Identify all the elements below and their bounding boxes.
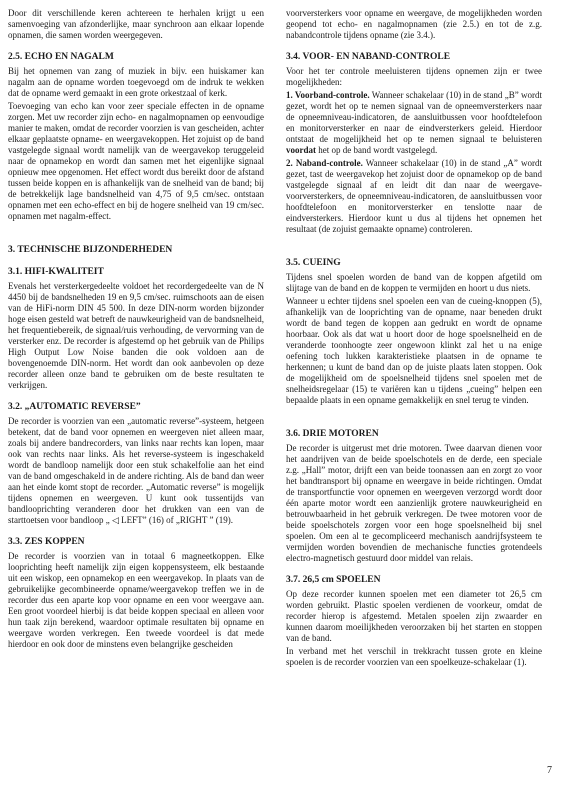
- section-heading: 2.5. ECHO EN NAGALM: [8, 52, 114, 62]
- paragraph: Op deze recorder kunnen spoelen met een diameter tot 26,5 cm worden gebruikt. Plastic spoelen verdienen de voorkeur, omdat de recorder hierop is afgestemd. Metalen spoelen zijn zwaarder en kunnen daarom moeilijkheden veroorzaken bij het starten en stoppen van de band.: [286, 589, 542, 643]
- emphasis: voordat: [286, 145, 316, 155]
- paragraph: Wanneer u echter tijdens snel spoelen een van de cueing-knoppen (5), afhankelijk van de looprichting van de opname, naar beneden drukt wordt de band tegen de koppen aan gedrukt en wordt de opname hoorbaar. Ook als dat wat u hoort door de hoge spoelsnelheid en de veranderde toonhoogte zeer ongewoon klinkt zal het u na enige oefening toch lukken karakteristieke plaatsen in de opname te herkennen; u kunt de band dan op de juiste plaats laten stoppen. Ook de mogelijkheid om de spoelsnelheid tijdens snel spoelen met de snelheidsregelaar (15) te variëren kan u tijdens „cueing” helpen een bepaalde plaats in een opname gemakkelijk en snel terug te vinden.: [286, 296, 542, 405]
- paragraph: voorversterkers voor opname en weergave, de mogelijkheden worden geopend tot echo- en nagalmopnamen (zie 2.5.) en tot de z.g. nabandcontrole tijdens opname (zie 3.4.).: [286, 8, 542, 40]
- item-text: Wanneer schakelaar (10) in de stand „B” wordt gezet, wordt het op te nemen signaal van de opneemversterkers naar de opneemniveau-indicatoren, de aansluitbussen voor hoofdtelefoon en monitorversterker en naar de eindversterkers geleid. Hierdoor ontstaat de mogelijkheid het op te nemen signaal te beluisteren: [286, 90, 543, 144]
- section-heading: 3.5. CUEING: [286, 258, 341, 268]
- paragraph: Bij het opnemen van zang of muziek in bijv. een huiskamer kan nagalm aan de opname worden toegevoegd om de indruk te wekken dat de opname werd gemaakt in een grote orkestzaal of kerk.: [8, 66, 264, 98]
- paragraph: De recorder is voorzien van in totaal 6 magneetkoppen. Elke looprichting heeft namelijk zijn eigen koppensysteem, elk bestaande uit een wiskop, een opnamekop en een weergavekop. In plaats van de gebruikelijke gecombineerde opname/weergavekop treffen we in de recorder dus een aparte kop voor opname en een voor weergave aan. Een groot voordeel hierbij is dat beide koppen speciaal en alleen voor hun taak zijn berekend, waardoor optimale resultaten bij opname en weergave worden verkregen. Een tweede voordeel is dat mede hierdoor en ook door de minstens even belangrijke gescheiden: [8, 551, 264, 649]
- item-label: 2. Naband-controle.: [286, 158, 363, 168]
- right-column: [286, 8, 542, 678]
- paragraph: De recorder is uitgerust met drie motoren. Twee daarvan dienen voor het aandrijven van de beide spoelschotels en de derde, een speciale z.g. „Hall” motor, drijft een van beide toonassen aan en zorgt zo voor het bandtransport bij opname en weergave in beide richtingen. Omdat de transportfunctie voor opnemen en weergeven verzorgd wordt door één aparte motor wordt een aanzienlijk grotere nauwkeurigheid en betrouwbaarheid in het gebruik verkregen. De twee motoren voor de beide spoelschotels zorgen voor een hoge spoelsnelheid bij snel spoelen. Om een al te gecompliceerd mechanisch aandrijfsysteem te vermijden worden bovendien de mechanische functies grotendeels electro-magnetisch gestuurd door middel van relais.: [286, 443, 542, 563]
- paragraph: Evenals het versterkergedeelte voldoet het recordergedeelte van de N 4450 bij de bandsnelheden 19 en 9,5 cm/sec. ruimschoots aan de eisen van de HiFi-norm DIN 45 500. In deze DIN-norm worden bijzonder hoge eisen gesteld wat betreft de nauwkeurigheid van de bandsnelheid, het frequentiebereik, de signaal/ruis verhouding, de vervorming van de versterker enz. De recorder is afgestemd op het gebruik van de Philips High Output Low Noise banden die ook voldoen aan de bovengenoemde DIN-norm. Het wordt dan ook aanbevolen op deze recorder alleen onze band te gebruiken om de beste resultaten te verkrijgen.: [8, 281, 264, 390]
- section-heading: 3.6. DRIE MOTOREN: [286, 429, 379, 439]
- paragraph: De recorder is voorzien van een „automatic reverse”-systeem, hetgeen betekent, dat de band voor opnemen en weergeven niet alleen maar, zoals bij andere bandrecorders, van links naar rechts kan lopen, maar ook van rechts naar links. Als het reverse-systeem is ingeschakeld wordt de bandloop namelijk door een stuk schakelfolie aan het eind van de band omgeschakeld in de andere richting. Als de band dan weer aan het einde komt stopt de recorder. „Automatic reverse” is mogelijk tijdens opnemen en weergeven. U kunt ook tussentijds van bandlooprichting veranderen door het drukken van een van de starttoetsen voor bandloop „ ◁ LEFT” (16) of „RIGHT ” (19).: [8, 416, 264, 525]
- list-item: [286, 158, 542, 235]
- section-3-6: [286, 428, 542, 564]
- section-heading: 3.3. ZES KOPPEN: [8, 537, 85, 547]
- left-column: [8, 8, 264, 660]
- chapter-heading: 3. TECHNISCHE BIJZONDERHEDEN: [8, 245, 173, 255]
- section-heading: 3.4. VOOR- EN NABAND-CONTROLE: [286, 52, 451, 62]
- paragraph: Door dit verschillende keren achtereen te herhalen krijgt u een samenvoeging van afzonderlijke, maar synchroon aan elkaar lopende opnamen, die samen worden weergegeven.: [8, 8, 264, 40]
- intro-left: [8, 8, 264, 41]
- section-3-5: [286, 257, 542, 406]
- section-heading: 3.2. „AUTOMATIC REVERSE”: [8, 402, 141, 412]
- item-label: 1. Voorband-controle.: [286, 90, 370, 100]
- paragraph: Voor het ter controle meeluisteren tijdens opnemen zijn er twee mogelijkheden:: [286, 66, 542, 87]
- list-item: [286, 90, 542, 156]
- section-3-4: [286, 51, 542, 235]
- item-text: Wanneer schakelaar (10) in de stand „A” wordt gezet, tast de weergavekop het zojuist door de opnamekop op de band vastgelegde signaal af en leidt dit dan naar de weergave-voorversterkers, de opneemniveau-indicatoren, de aansluitbussen voor hoofdtelefoon en monitorversterker en tenslotte naar de eindversterkers. Hierdoor kunt u dus al tijdens het opnemen het resultaat (de zojuist gemaakte opname) controleren.: [286, 158, 542, 234]
- page-number: 7: [547, 765, 552, 776]
- paragraph: Toevoeging van echo kan voor zeer speciale effecten in de opname zorgen. Met uw recorder zijn echo- en nagalmopnamen op eenvoudige manier te maken, omdat de recorder voorzien is van gescheiden, achter elkaar geplaatste opname- en weergavekoppen. Het zojuist op de band vastgelegde signaal wordt namelijk van de weergavekop teruggeleid naar de opnamekop en wordt dan samen met het eigenlijke signaal opnieuw mee opgenomen. Het effect wordt dus bereikt door de afstand tussen beide koppen en is afhankelijk van de snelheid van de band; bij de betrekkelijk lage bandsnelheid van 4,75 of 9,5 cm/sec. ontstaan opnamen met een echo-effect en bij de hogere snelheid van 19 cm/sec. opnamen met nagalm-effect.: [8, 101, 264, 221]
- section-3: [8, 244, 264, 256]
- section-3-3: [8, 536, 264, 650]
- paragraph: Tijdens snel spoelen worden de band van de koppen afgetild om slijtage van de band en de koppen te vermijden en hoort u dus niets.: [286, 272, 542, 293]
- section-3-7: [286, 574, 542, 668]
- section-3-1: [8, 266, 264, 391]
- section-heading: 3.7. 26,5 cm SPOELEN: [286, 575, 381, 585]
- section-2-5: [8, 51, 264, 222]
- section-3-2: [8, 401, 264, 526]
- section-heading: 3.1. HIFI-KWALITEIT: [8, 267, 104, 277]
- item-text: het op de band wordt vastgelegd.: [316, 145, 438, 155]
- intro-right: [286, 8, 542, 41]
- paragraph: In verband met het verschil in trekkracht tussen grote en kleine spoelen is de recorder voorzien van een spoelkeuze-schakelaar (1).: [286, 646, 542, 667]
